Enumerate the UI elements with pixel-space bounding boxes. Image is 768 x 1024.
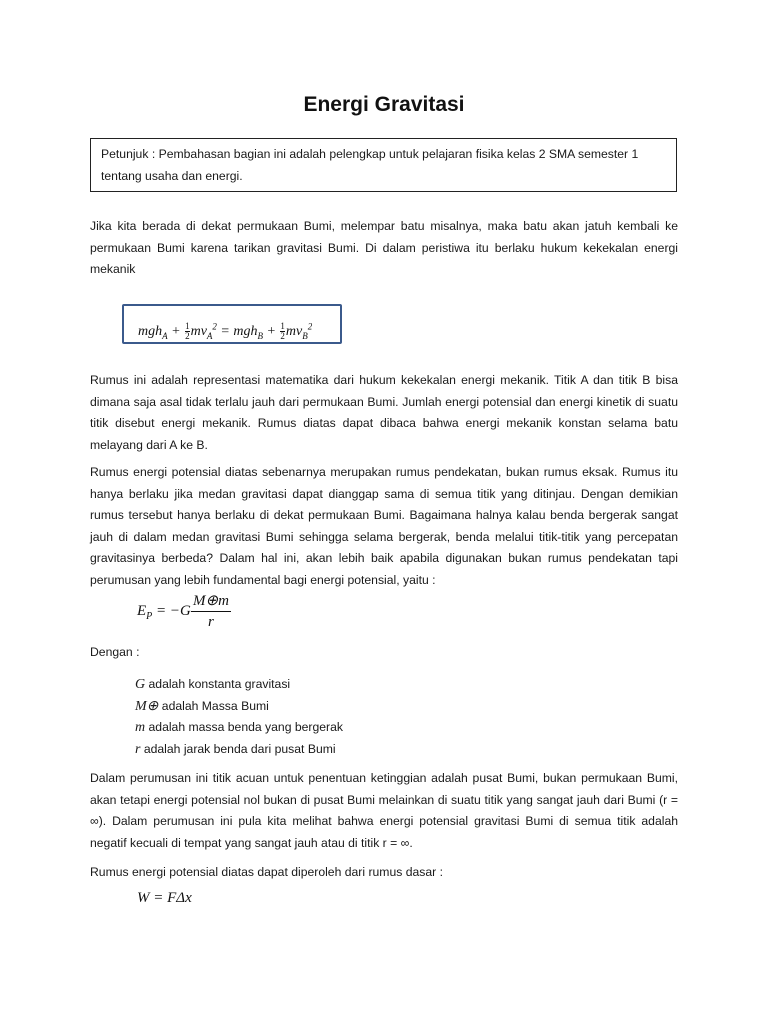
instruction-note-box — [90, 138, 677, 192]
intro-paragraph: Jika kita berada di dekat permukaan Bumi, melempar batu misalnya, maka batu akan jatuh kembali ke permukaan Bumi karena tarikan gravitasi Bumi. Di dalam peristiwa itu berlaku hukum kekekalan energi mekanik — [90, 219, 678, 276]
instruction-note-text: Petunjuk : Pembahasan bagian ini adalah pelengkap untuk pelajaran fisika kelas 2 SMA semester 1 tentang usaha dan energi. — [101, 147, 639, 183]
ep-numerator: M⊕m — [191, 592, 231, 612]
definition-item: r adalah jarak benda dari pusat Bumi — [135, 741, 336, 757]
dengan-label: Dengan : — [90, 645, 140, 659]
definition-item: m adalah massa benda yang bergerak — [135, 720, 343, 735]
energy-conservation-formula — [122, 304, 342, 344]
ep-lhs: $E_P = -G$ — [137, 603, 191, 622]
ep-denominator: r — [208, 614, 214, 630]
formula-rendered: mgh$_A$ + $\frac{1}{2}$ $mv_A^2 = mgh_B$ + $\frac{1}{2}$ $mv_B^2$ — [138, 320, 313, 341]
mechanical-energy-paragraph: Rumus ini adalah representasi matematika dari hukum kekekalan energi mekanik. Titik A dan titik B bisa dimana saja asal tidak terlalu jauh dari permukaan Bumi. Jumlah energi potensial dan energi kinetik di suatu titik disebut energi mekanik. Rumus diatas dapat dibaca bahwa energi mekanik konstan selama batu melayang dari A ke B. — [90, 373, 678, 452]
symbol-definitions — [135, 674, 343, 760]
reference-point-paragraph: Dalam perumusan ini titik acuan untuk penentuan ketinggian adalah pusat Bumi, bukan permukaan Bumi, akan tetapi energi potensial nol bukan di pusat Bumi melainkan di suatu titik yang sangat jauh dari Bumi (r = ∞). Dalam perumusan ini pula kita melihat bahwa energi potensial gravitasi Bumi di semua titik adalah negatif kecuali di tempat yang sangat jauh atau di titik r = ∞. — [90, 771, 678, 850]
work-formula: W = FΔx — [137, 890, 192, 906]
approximation-paragraph: Rumus energi potensial diatas sebenarnya merupakan rumus pendekatan, bukan rumus eksak. Rumus itu hanya berlaku jika medan gravitasi dapat dianggap sama di semua titik yang ditinjau. Dengan demikian rumus tersebut hanya berlaku di dekat permukaan Bumi. Bagaimana halnya kalau benda bergerak sangat jauh di dalam medan gravitasi Bumi sehingga selama bergerak, benda melalui titik-titik yang percepatan gravitasinya berbeda? Dalam hal ini, akan lebih baik apabila digunakan bukan rumus pendekatan tapi perumusan yang lebih fundamental bagi energi potensial, yaitu : — [90, 465, 678, 587]
potential-energy-formula — [137, 592, 277, 634]
page-title: Energi Gravitasi — [303, 93, 465, 116]
derivation-paragraph: Rumus energi potensial diatas dapat diperoleh dari rumus dasar : — [90, 865, 443, 879]
definition-item: M⊕ adalah Massa Bumi — [135, 698, 269, 714]
ep-fraction — [191, 592, 231, 632]
definition-item: G adalah konstanta gravitasi — [135, 677, 291, 692]
